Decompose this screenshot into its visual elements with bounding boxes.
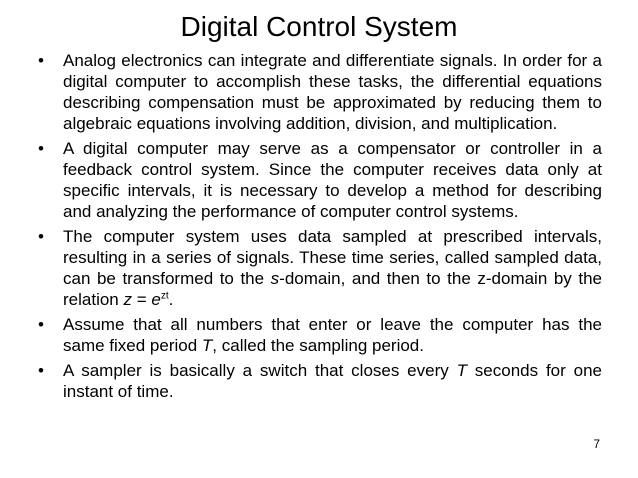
bullet-list — [34, 50, 602, 406]
bullet-dot-icon: • — [38, 315, 44, 334]
bullet-text — [63, 360, 602, 402]
slide-title: Digital Control System — [180, 11, 458, 42]
bullet-text-part: -domain, and then to the z-domain by the relation — [63, 269, 603, 309]
bullet-dot-icon: • — [38, 227, 44, 246]
bullet-item — [34, 138, 602, 222]
bullet-dot-icon: • — [38, 361, 44, 380]
s-variable: s — [270, 269, 280, 288]
bullet-text — [63, 314, 602, 356]
bullet-text: Analog electronics can integrate and differentiate signals. In order for a digital computer to accomplish these tasks, the differential equations describing compensation must be approximated by reducing them to algebraic equations involving addition, division, and multiplication. — [63, 51, 602, 133]
bullet-text-part: Assume that all numbers that enter or leave the computer has the same fixed period — [63, 315, 602, 355]
bullet-text: A digital computer may serve as a compensator or controller in a feedback control system. Since the computer receives data only at specific intervals, it is necessary to develop a method for describing and analyzing the performance of computer control systems. — [63, 139, 602, 221]
e-base: e — [151, 290, 161, 309]
bullet-dot-icon: • — [38, 139, 44, 158]
bullet-item — [34, 226, 602, 310]
bullet-text — [63, 226, 602, 310]
bullet-item — [34, 50, 602, 134]
bullet-dot-icon: • — [38, 51, 44, 70]
bullet-text-part: , called the sampling period. — [212, 336, 424, 355]
bullet-text-part: . — [168, 290, 174, 309]
bullet-item — [34, 314, 602, 356]
page-number: 7 — [593, 437, 600, 451]
equals-sign: = — [131, 290, 152, 309]
exponent: zt — [160, 290, 169, 302]
bullet-text-part: A sampler is basically a switch that closes every — [63, 361, 457, 380]
t-variable: T — [201, 336, 213, 355]
z-variable: z — [123, 290, 132, 309]
bullet-item — [34, 360, 602, 402]
bullet-text-part: The computer system uses data sampled at prescribed intervals, resulting in a series of signals. These time series, called sampled data, can be transformed to the — [63, 227, 602, 288]
t-variable: T — [456, 361, 467, 380]
bullet-text-part: seconds for one instant of time. — [63, 361, 602, 401]
